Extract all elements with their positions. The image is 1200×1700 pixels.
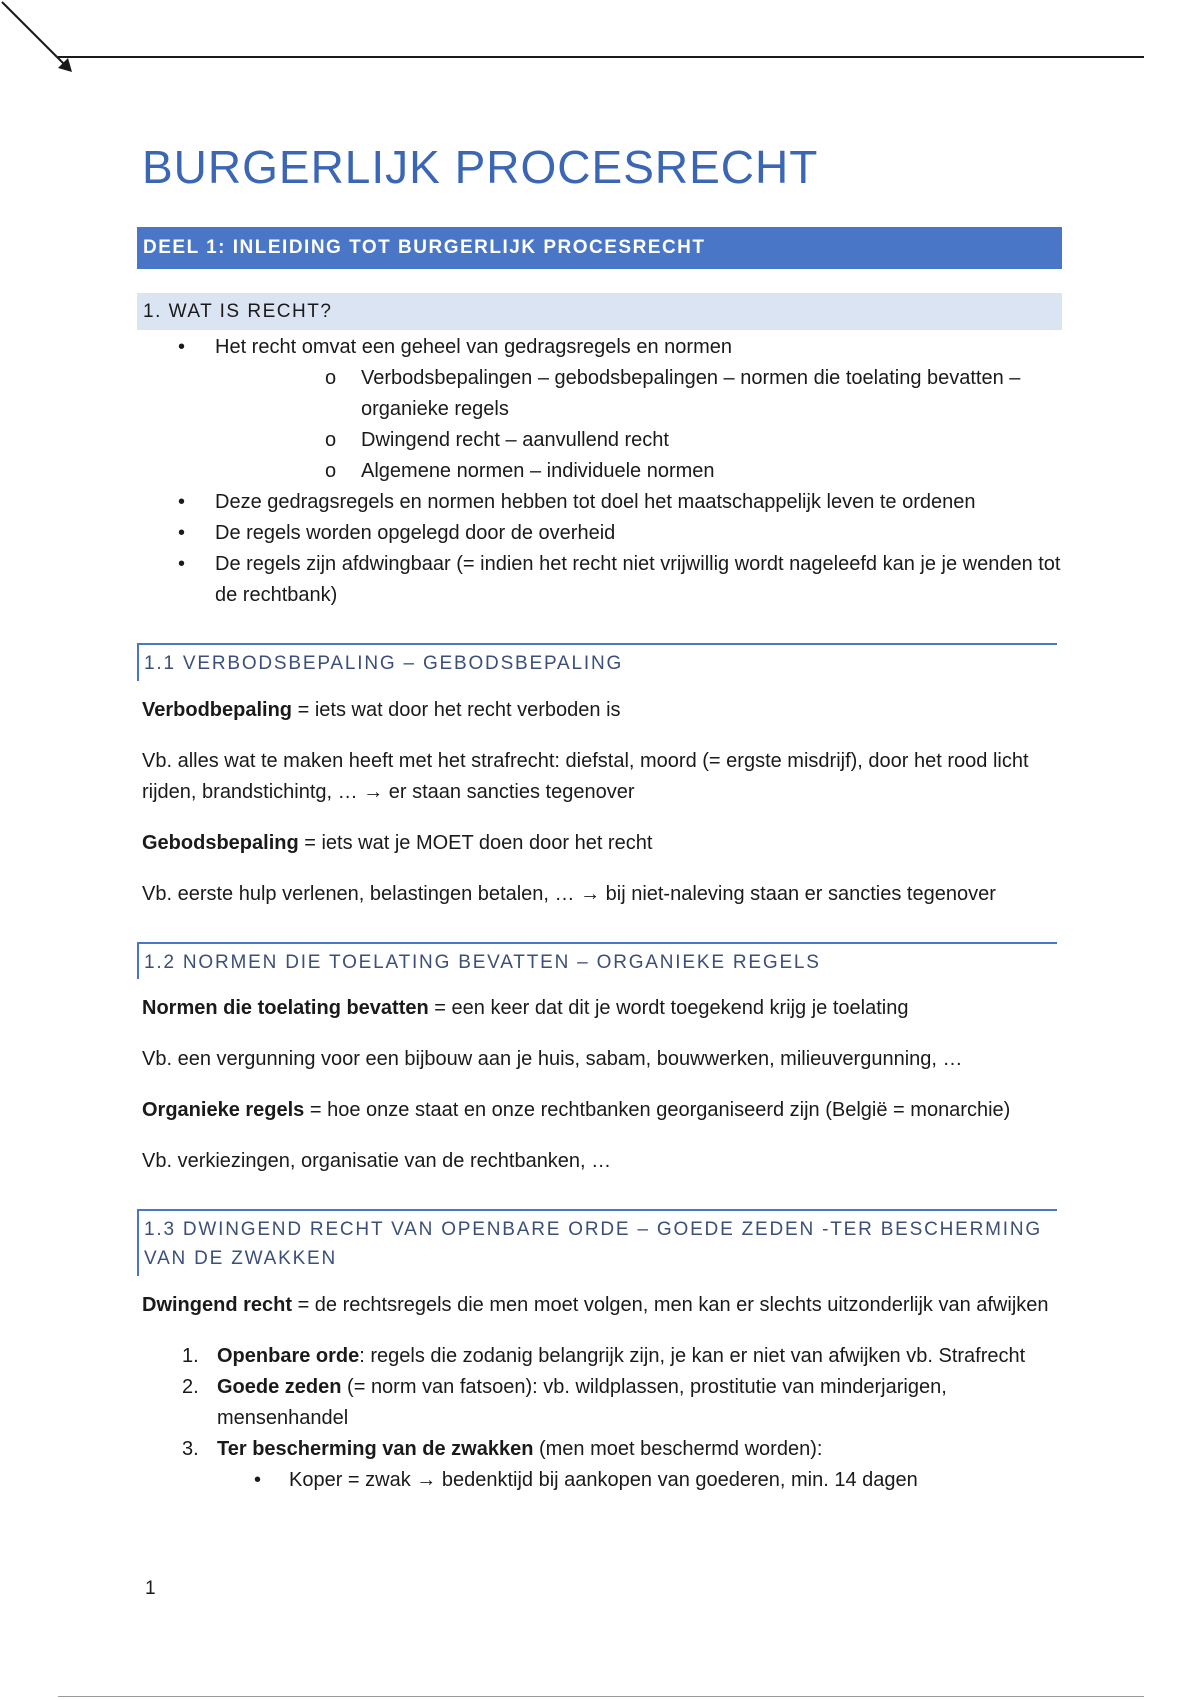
paragraph: Vb. verkiezingen, organisatie van de rechtbanken, …	[142, 1149, 612, 1172]
paragraph: Vb. alles wat te maken heeft met het strafrecht: diefstal, moord (= ergste misdrijf), door het rood licht rijden, brandstichintg, … → er staan sancties tegenover	[142, 749, 1029, 803]
subsection-heading-1-1: 1.1 VERBODSBEPALING – GEBODSBEPALING	[137, 643, 1057, 680]
numbered-item: 3. Ter bescherming van de zwakken (men moet beschermd worden):	[182, 1437, 823, 1460]
term: Organieke regels	[142, 1098, 305, 1121]
subsection-heading-1-3: 1.3 DWINGEND RECHT VAN OPENBARE ORDE – GOEDE ZEDEN -TER BESCHERMING VAN DE ZWAKKEN	[137, 1209, 1057, 1276]
numbered-item: 2. Goede zeden (= norm van fatsoen): vb. wildplassen, prostitutie van minderjarigen, mensenhandel	[182, 1375, 947, 1429]
section-heading: 1. WAT IS RECHT?	[137, 293, 1062, 330]
paragraph: Organieke regels = hoe onze staat en onze rechtbanken georganiseerd zijn (België = monarchie)	[142, 1098, 1011, 1121]
sub-list-item: o Algemene normen – individuele normen	[142, 456, 1062, 487]
footer-rule	[58, 1696, 1144, 1697]
term: Dwingend recht	[142, 1293, 293, 1316]
term: Gebodsbepaling	[142, 831, 299, 854]
page-number: 1	[145, 1578, 156, 1599]
term: Verbodbepaling	[142, 698, 293, 721]
document-content	[142, 140, 1062, 1496]
subsection-heading-1-2: 1.2 NORMEN DIE TOELATING BEVATTEN – ORGANIEKE REGELS	[137, 942, 1057, 979]
document-title: BURGERLIJK PROCESRECHT	[142, 141, 819, 193]
numbered-list	[142, 1341, 1062, 1496]
sub-list-item: o Verbodsbepalingen – gebodsbepalingen – normen die toelating bevatten – organieke regels	[142, 363, 1062, 425]
header-rule	[58, 56, 1144, 58]
paragraph: Gebodsbepaling = iets wat je MOET doen door het recht	[142, 831, 653, 854]
list-item: • De regels zijn afdwingbaar (= indien het recht niet vrijwillig wordt nageleefd kan je je wenden tot de rechtbank)	[142, 549, 1062, 611]
paragraph: Normen die toelating bevatten = een keer dat dit je wordt toegekend krijg je toelating	[142, 996, 909, 1019]
paragraph: Vb. een vergunning voor een bijbouw aan je huis, sabam, bouwwerken, milieuvergunning, …	[142, 1047, 963, 1070]
intro-list	[142, 332, 1062, 611]
numbered-item: 1. Openbare orde: regels die zodanig belangrijk zijn, je kan er niet van afwijken vb. Strafrecht	[182, 1344, 1026, 1367]
list-item: • De regels worden opgelegd door de overheid	[142, 518, 1062, 549]
list-item: • Het recht omvat een geheel van gedragsregels en normen	[142, 332, 1062, 363]
paragraph: Vb. eerste hulp verlenen, belastingen betalen, … → bij niet-naleving staan er sancties tegenover	[142, 882, 996, 905]
sub-list-item: • Koper = zwak → bedenktijd bij aankopen van goederen, min. 14 dagen	[142, 1465, 1062, 1496]
part-heading: DEEL 1: INLEIDING TOT BURGERLIJK PROCESRECHT	[137, 227, 1062, 268]
paragraph: Dwingend recht = de rechtsregels die men moet volgen, men kan er slechts uitzonderlijk van afwijken	[142, 1293, 1049, 1316]
sub-list-item: o Dwingend recht – aanvullend recht	[142, 425, 1062, 456]
corner-arrow-icon	[0, 0, 80, 80]
term: Normen die toelating bevatten	[142, 996, 429, 1019]
paragraph: Verbodbepaling = iets wat door het recht verboden is	[142, 698, 621, 721]
list-item: • Deze gedragsregels en normen hebben tot doel het maatschappelijk leven te ordenen	[142, 487, 1062, 518]
